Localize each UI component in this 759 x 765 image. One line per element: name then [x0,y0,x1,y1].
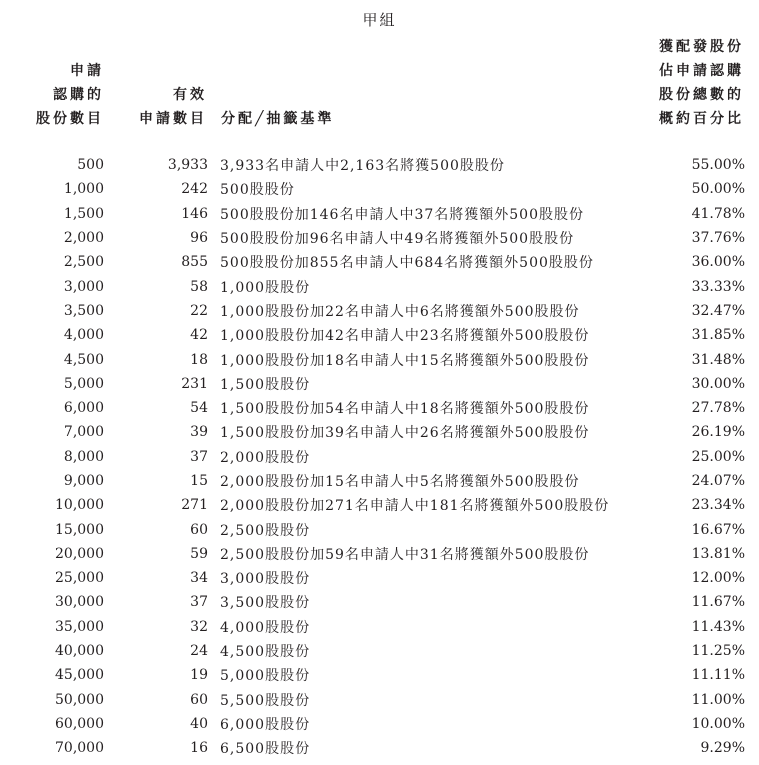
cell-valid-applications: 15 [190,473,208,489]
column-spacer [208,615,220,639]
cell-allocation-basis: 3,000股股份 [220,571,311,588]
column-spacer [208,299,220,323]
cell-applied-shares: 15,000 [55,521,104,538]
cell-applied-shares: 10,000 [55,497,104,514]
header-line: 分配╱抽籤基準 [221,111,335,127]
table-row [0,590,759,614]
column-spacer [745,445,759,469]
table-row [0,372,759,396]
cell-allocation-basis: 3,500股股份 [220,595,311,612]
column-spacer [745,615,759,639]
cell-allocation-basis: 500股股份加146名申請人中37名將獲額外500股股份 [220,206,584,223]
cell-allocation-basis: 1,000股股份加42名申請人中23名將獲額外500股股份 [220,328,590,345]
column-spacer [745,639,759,663]
cell-applied-shares: 40,000 [55,643,104,660]
cell-valid-applications: 855 [181,254,208,271]
cell-percentage: 11.00% [691,691,745,708]
column-spacer [745,250,759,274]
column-spacer [745,469,759,493]
cell-applied-shares: 7,000 [63,424,104,441]
cell-applied-shares: 35,000 [55,618,104,635]
cell-valid-applications: 242 [181,181,208,198]
cell-applied-shares: 30,000 [55,594,104,611]
header-applied-shares [36,59,104,131]
cell-applied-shares: 1,500 [63,205,104,222]
cell-percentage: 24.07% [691,473,745,489]
cell-percentage: 11.25% [691,643,745,660]
header-line: 有效 [173,87,207,103]
cell-valid-applications: 37 [190,448,208,465]
table-row [0,688,759,712]
cell-valid-applications: 18 [190,351,208,368]
cell-valid-applications: 59 [190,545,208,562]
column-spacer [208,688,220,712]
cell-valid-applications: 42 [190,327,208,344]
cell-allocation-basis: 6,500股股份 [220,741,311,758]
cell-percentage: 26.19% [691,424,745,441]
column-spacer [208,153,220,177]
cell-percentage: 32.47% [691,302,745,319]
allocation-table [0,153,759,760]
column-spacer [208,712,220,736]
cell-applied-shares: 45,000 [55,667,104,684]
table-row [0,153,759,177]
header-valid-applications [139,83,207,131]
cell-percentage: 23.34% [691,497,745,514]
header-allocation-basis [221,107,334,131]
cell-allocation-basis: 2,500股股份 [220,522,311,539]
column-spacer [745,323,759,347]
cell-allocation-basis: 500股股份加855名申請人中684名將獲額外500股股份 [220,255,594,272]
cell-percentage: 37.76% [691,230,745,247]
column-spacer [745,542,759,566]
column-spacer [208,420,220,444]
header-line: 股份總數的 [659,87,744,103]
cell-valid-applications: 3,933 [167,157,208,174]
cell-valid-applications: 39 [190,424,208,441]
cell-valid-applications: 54 [190,400,208,417]
cell-allocation-basis: 1,000股股份加18名申請人中15名將獲額外500股股份 [220,352,590,369]
cell-allocation-basis: 500股股份加96名申請人中49名將獲額外500股股份 [220,231,575,248]
table-row [0,226,759,250]
cell-valid-applications: 231 [181,375,208,392]
cell-valid-applications: 60 [190,521,208,538]
cell-allocation-basis: 1,500股股份 [220,376,311,393]
column-spacer [208,639,220,663]
cell-percentage: 12.00% [691,570,745,587]
column-spacer [745,736,759,760]
column-spacer [745,420,759,444]
column-spacer [745,153,759,177]
table-row [0,202,759,226]
column-spacer [208,493,220,517]
cell-allocation-basis: 2,000股股份加271名申請人中181名將獲額外500股股份 [220,498,610,515]
cell-allocation-basis: 2,000股股份加15名申請人中5名將獲額外500股股份 [220,474,580,490]
cell-allocation-basis: 3,933名申請人中2,163名將獲500股股份 [220,158,505,175]
column-spacer [745,372,759,396]
cell-allocation-basis: 6,000股股份 [220,716,311,733]
cell-applied-shares: 4,000 [63,327,104,344]
cell-percentage: 36.00% [691,254,745,271]
cell-valid-applications: 16 [190,740,208,757]
table-row [0,347,759,371]
cell-valid-applications: 19 [190,667,208,684]
header-line: 概約百分比 [659,111,744,127]
cell-percentage: 16.67% [691,521,745,538]
column-spacer [208,396,220,420]
header-line: 獲配發股份 [659,39,744,55]
cell-percentage: 11.67% [691,594,745,611]
cell-applied-shares: 2,000 [63,230,104,247]
table-row [0,566,759,590]
column-spacer [208,663,220,687]
header-line: 申請 [70,63,104,79]
cell-valid-applications: 22 [190,302,208,319]
cell-applied-shares: 2,500 [63,254,104,271]
column-spacer [208,202,220,226]
table-row [0,469,759,493]
column-spacer [745,688,759,712]
header-line: 股份數目 [36,111,104,127]
header-line: 認購的 [53,87,104,103]
table-row [0,177,759,201]
cell-allocation-basis: 5,000股股份 [220,668,311,685]
cell-valid-applications: 58 [190,278,208,295]
column-spacer [208,566,220,590]
table-row [0,639,759,663]
cell-valid-applications: 96 [190,230,208,247]
column-spacer [208,590,220,614]
column-spacer [208,250,220,274]
column-spacer [208,542,220,566]
column-spacer [208,372,220,396]
cell-percentage: 41.78% [691,205,745,222]
cell-applied-shares: 3,000 [63,278,104,295]
column-spacer [208,445,220,469]
header-line: 佔申請認購 [659,63,744,79]
cell-valid-applications: 271 [181,497,208,514]
column-spacer [745,493,759,517]
column-spacer [208,469,220,493]
cell-allocation-basis: 5,500股股份 [220,692,311,709]
table-row [0,736,759,760]
table-row [0,445,759,469]
cell-allocation-basis: 4,000股股份 [220,619,311,636]
column-spacer [745,299,759,323]
cell-allocation-basis: 2,500股股份加59名申請人中31名將獲額外500股股份 [220,546,590,563]
column-spacer [208,517,220,541]
table-row [0,517,759,541]
column-spacer [745,590,759,614]
cell-valid-applications: 40 [190,715,208,732]
table-row [0,299,759,323]
table-title: 甲組 [362,11,397,29]
cell-valid-applications: 24 [190,643,208,660]
cell-applied-shares: 3,500 [63,302,104,319]
column-spacer [745,517,759,541]
column-spacer [745,226,759,250]
cell-valid-applications: 37 [190,594,208,611]
cell-percentage: 50.00% [691,181,745,198]
table-row [0,250,759,274]
cell-allocation-basis: 1,500股股份加39名申請人中26名將獲額外500股股份 [220,425,590,442]
table-row [0,323,759,347]
cell-percentage: 31.48% [691,351,745,368]
cell-allocation-basis: 500股股份 [220,182,295,199]
cell-applied-shares: 60,000 [55,715,104,732]
cell-applied-shares: 5,000 [63,375,104,392]
cell-percentage: 9.29% [700,740,745,757]
cell-applied-shares: 1,000 [63,181,104,198]
cell-valid-applications: 32 [190,618,208,635]
cell-percentage: 33.33% [691,278,745,295]
table-row [0,615,759,639]
column-spacer [208,177,220,201]
column-spacer [745,663,759,687]
column-spacer [208,736,220,760]
cell-valid-applications: 34 [190,570,208,587]
cell-applied-shares: 500 [77,157,104,174]
cell-allocation-basis: 1,500股股份加54名申請人中18名將獲額外500股股份 [220,401,590,418]
column-spacer [208,274,220,298]
header-percentage [659,35,744,131]
table-row [0,274,759,298]
table-row [0,542,759,566]
column-spacer [745,396,759,420]
cell-percentage: 13.81% [691,545,745,562]
cell-percentage: 25.00% [691,448,745,465]
column-spacer [745,566,759,590]
table-row [0,420,759,444]
cell-allocation-basis: 1,000股股份 [220,279,311,296]
cell-applied-shares: 70,000 [55,740,104,757]
header-line: 申請數目 [139,111,207,127]
column-spacer [208,347,220,371]
table-row [0,396,759,420]
cell-percentage: 27.78% [691,400,745,417]
column-spacer [745,712,759,736]
cell-applied-shares: 9,000 [63,473,104,489]
cell-percentage: 31.85% [691,327,745,344]
cell-allocation-basis: 1,000股股份加22名申請人中6名將獲額外500股股份 [220,303,580,320]
cell-applied-shares: 4,500 [63,351,104,368]
cell-percentage: 30.00% [691,375,745,392]
column-spacer [745,202,759,226]
cell-applied-shares: 20,000 [55,545,104,562]
cell-applied-shares: 8,000 [63,448,104,465]
cell-percentage: 10.00% [691,715,745,732]
column-spacer [208,226,220,250]
column-spacer [745,177,759,201]
cell-applied-shares: 50,000 [55,691,104,708]
column-spacer [745,274,759,298]
cell-allocation-basis: 4,500股股份 [220,644,311,661]
cell-percentage: 11.43% [691,618,745,635]
cell-allocation-basis: 2,000股股份 [220,449,311,466]
cell-percentage: 11.11% [691,667,745,684]
table-row [0,663,759,687]
table-row [0,493,759,517]
table-row [0,712,759,736]
column-spacer [208,323,220,347]
cell-valid-applications: 146 [181,205,208,222]
cell-percentage: 55.00% [691,157,745,174]
cell-valid-applications: 60 [190,691,208,708]
cell-applied-shares: 6,000 [63,400,104,417]
column-spacer [745,347,759,371]
cell-applied-shares: 25,000 [55,570,104,587]
